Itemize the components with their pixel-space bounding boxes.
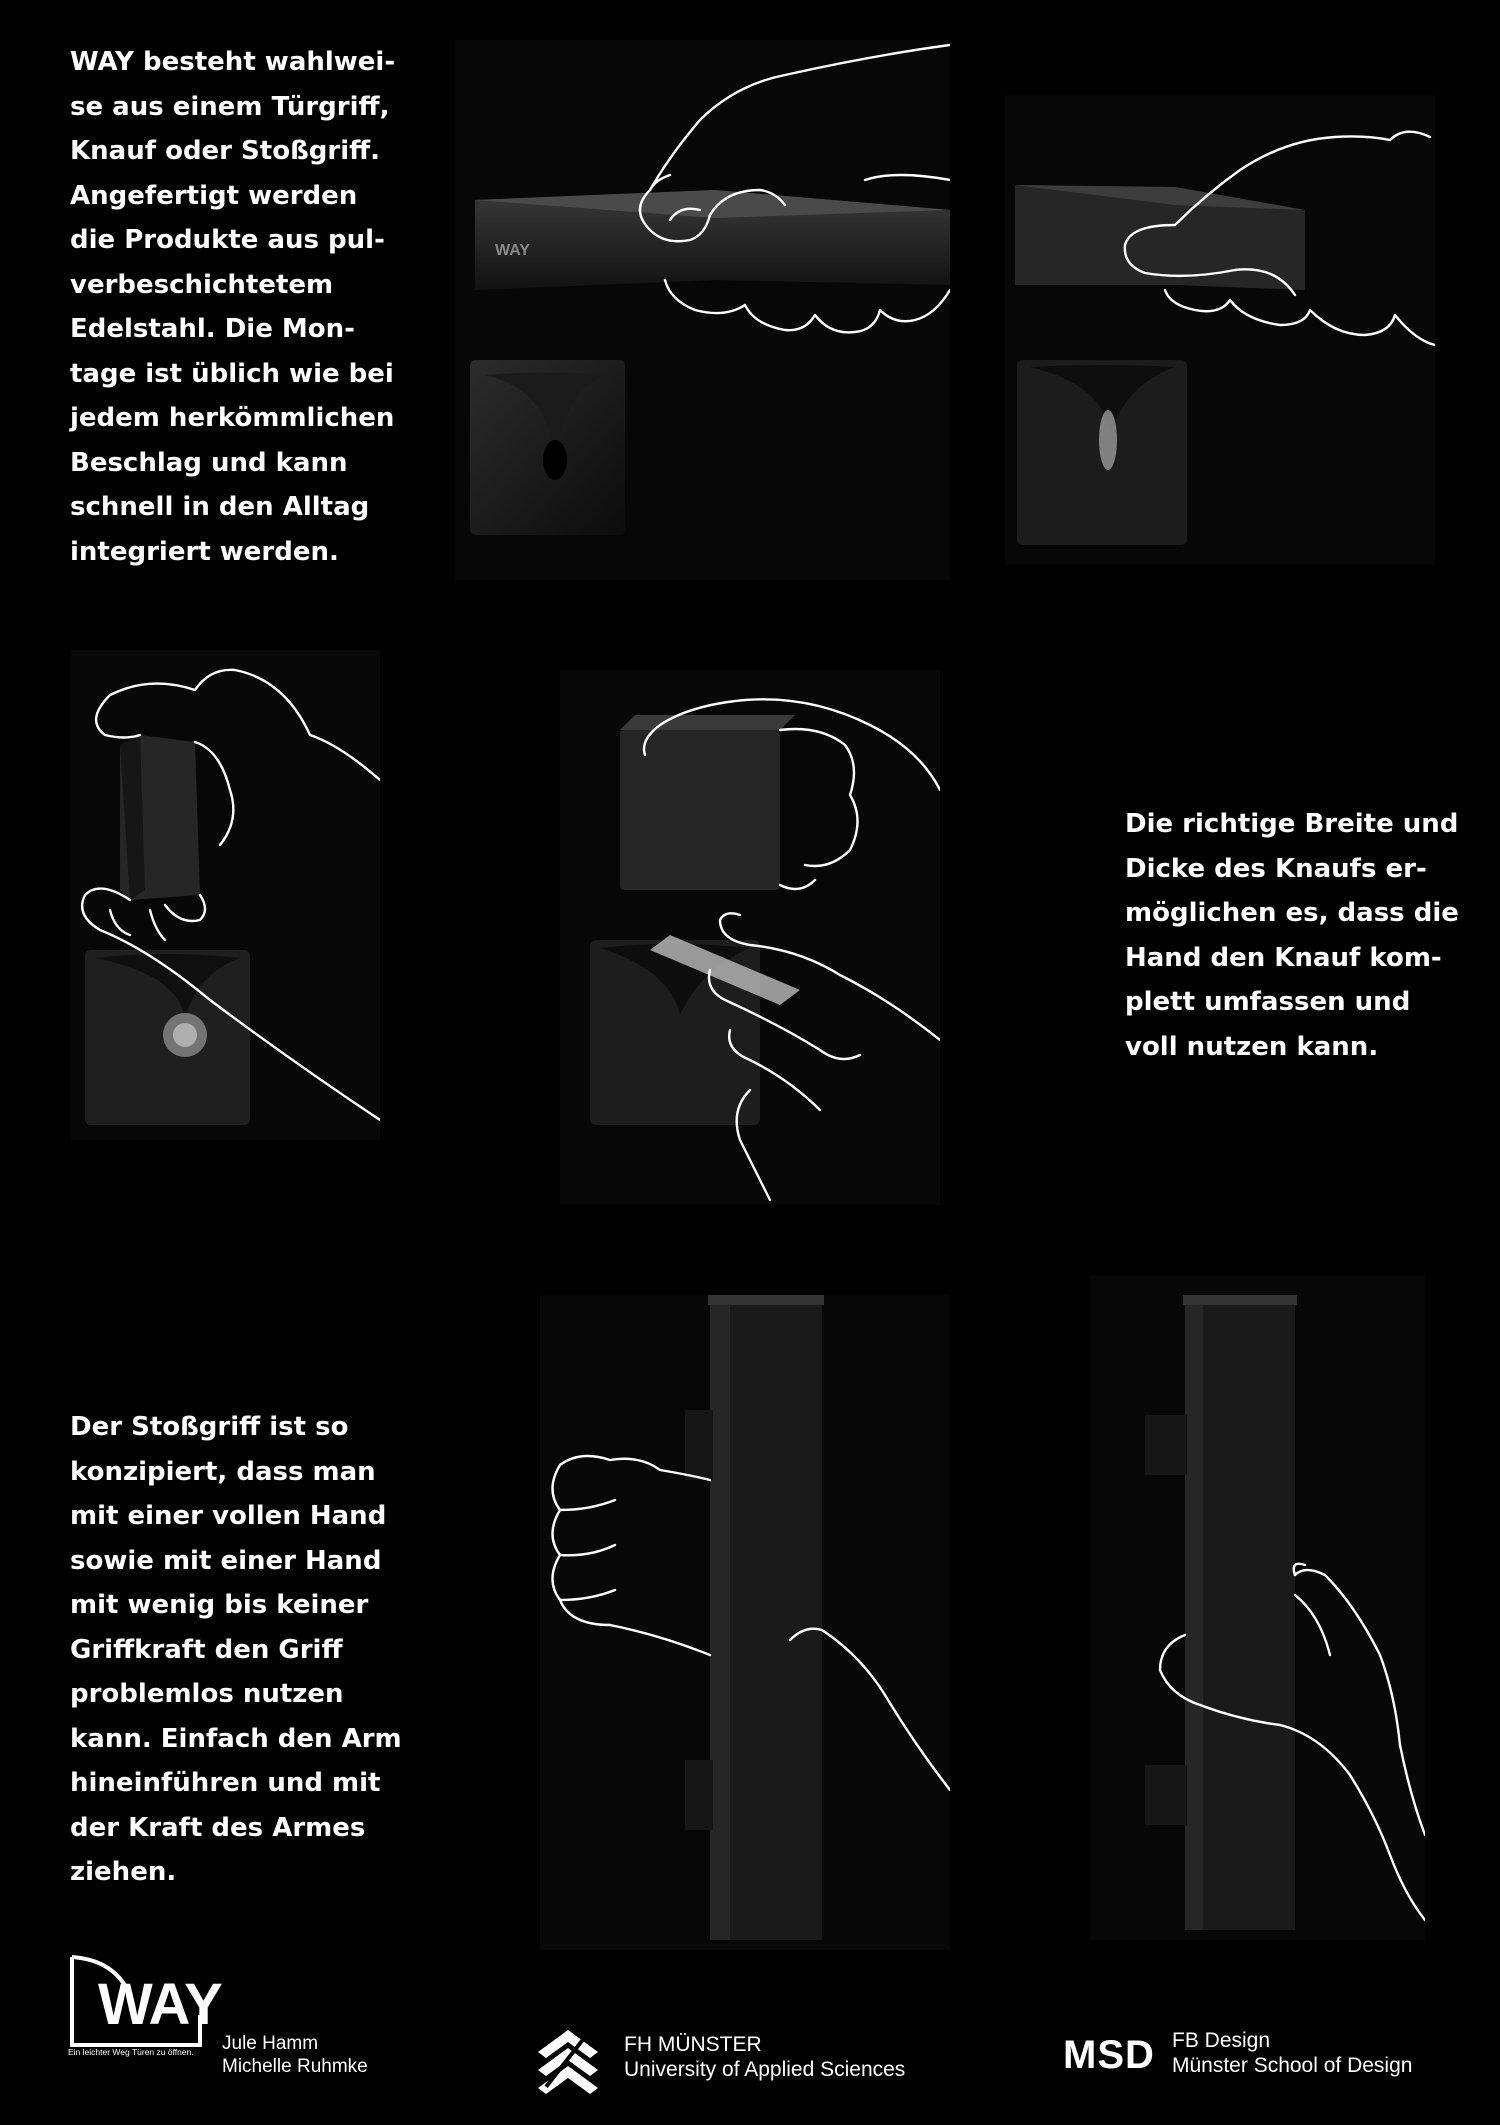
push-line: konzipiert, dass man [70, 1456, 376, 1487]
push-bar-fist-illustration [540, 1295, 950, 1950]
lever-handle-illustration [455, 40, 950, 580]
lever-grip-photo [1005, 95, 1435, 565]
msd-line2: Münster School of Design [1172, 2054, 1413, 2077]
knob-key-illustration [560, 670, 940, 1205]
knob-key-photo [560, 670, 940, 1205]
svg-text:WAY: WAY [495, 242, 530, 259]
push-line: sowie mit einer Hand [70, 1545, 382, 1576]
push-handle-text [70, 1405, 402, 1895]
knob-text [1125, 802, 1459, 1069]
intro-line: schnell in den Alltag [70, 492, 370, 522]
msd-logo: MSD [1063, 2033, 1155, 2077]
fh-muenster-text [624, 2032, 905, 2082]
push-line: hineinführen und mit [70, 1768, 381, 1798]
knob-line: voll nutzen kann. [1125, 1031, 1379, 1062]
push-line: mit einer vollen Hand [70, 1501, 387, 1531]
authors [222, 2032, 368, 2078]
push-line: kann. Einfach den Arm [70, 1723, 402, 1754]
knob-line: Dicke des Knaufs er- [1125, 853, 1427, 884]
push-line: Griffkraft den Griff [70, 1634, 343, 1665]
intro-line: verbeschichtetem [70, 269, 334, 300]
way-tagline: Ein leichter Weg Türen zu öffnen. [68, 2047, 194, 2057]
msd-line1: FB Design [1172, 2029, 1271, 2052]
push-line: Der Stoßgriff ist so [70, 1412, 349, 1442]
intro-line: Knauf oder Stoßgriff. [70, 136, 381, 166]
knob-line: möglichen es, dass die [1125, 898, 1459, 928]
knob-pinch-illustration [70, 650, 380, 1140]
intro-text [70, 40, 395, 574]
msd-text [1172, 2028, 1412, 2078]
fh-line2: University of Applied Sciences [624, 2058, 906, 2081]
intro-line: Edelstahl. Die Mon- [70, 314, 355, 344]
intro-line: tage ist üblich wie bei [70, 358, 394, 389]
fh-logo-icon [538, 2030, 598, 2095]
push-line: der Kraft des Armes [70, 1812, 366, 1843]
intro-line: integriert werden. [70, 536, 339, 567]
way-logo [68, 1955, 222, 2057]
knob-pinch-photo [70, 650, 380, 1140]
intro-line: jedem herkömmlichen [70, 403, 395, 433]
fh-line1: FH MÜNSTER [624, 2033, 762, 2056]
intro-line: Beschlag und kann [70, 447, 348, 478]
way-logo-text: WAY [98, 1972, 222, 2037]
intro-line: WAY besteht wahlwei- [70, 47, 396, 77]
push-bar-hand-photo [1090, 1275, 1425, 1940]
author-name: Jule Hamm [222, 2033, 319, 2054]
push-line: mit wenig bis keiner [70, 1590, 369, 1620]
knob-line: Die richtige Breite und [1125, 809, 1459, 839]
push-bar-fist-photo [540, 1295, 950, 1950]
push-line: ziehen. [70, 1857, 177, 1887]
author-name: Michelle Ruhmke [222, 2056, 368, 2077]
push-bar-hand-illustration [1090, 1275, 1425, 1940]
lever-grip-illustration [1005, 95, 1435, 565]
lever-handle-photo [455, 40, 950, 580]
knob-line: Hand den Knauf kom- [1125, 942, 1442, 973]
push-line: problemlos nutzen [70, 1679, 344, 1709]
intro-line: die Produkte aus pul- [70, 225, 385, 255]
intro-line: se aus einem Türgriff, [70, 91, 390, 122]
knob-line: plett umfassen und [1125, 987, 1411, 1017]
fh-muenster-logo [538, 2030, 598, 2095]
intro-line: Angefertigt werden [70, 180, 358, 211]
